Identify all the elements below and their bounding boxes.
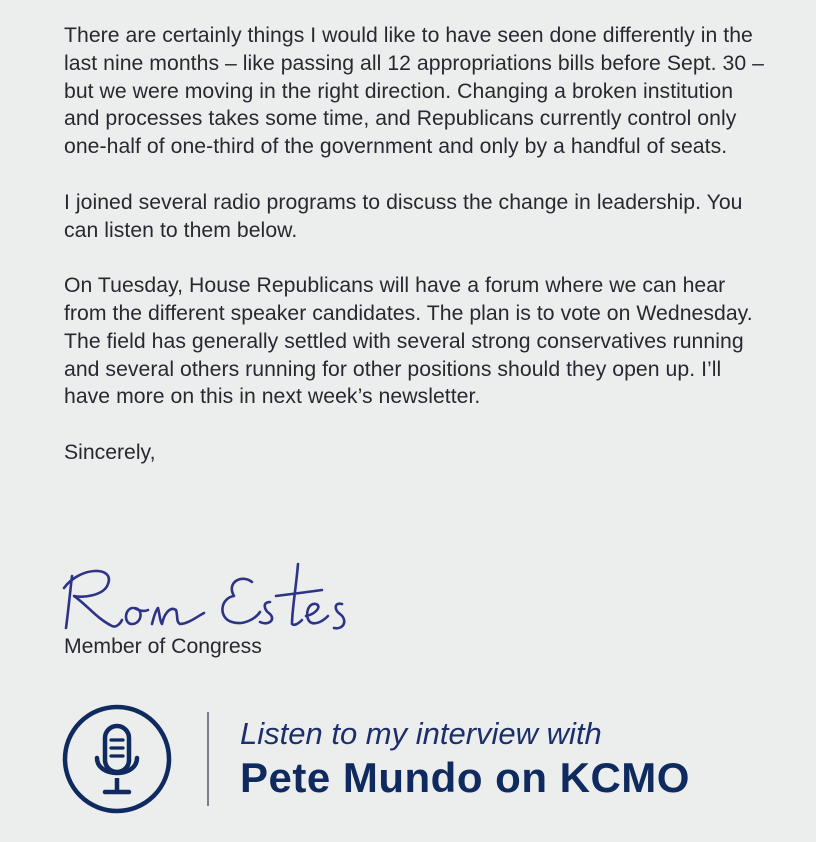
letter-paragraph-2: I joined several radio programs to discuss the change in leadership. You can listen to them below.: [64, 190, 743, 242]
audio-promo-subtitle[interactable]: Listen to my interview with: [240, 716, 602, 751]
audio-promo-title[interactable]: Pete Mundo on KCMO: [240, 754, 690, 801]
newsletter-letter: [64, 22, 764, 467]
interview-audio-link[interactable]: [62, 704, 762, 816]
signer-title: Member of Congress: [64, 635, 262, 658]
letter-paragraph-3: On Tuesday, House Republicans will have a forum where we can hear from the different speaker candidates. The plan is to vote on Wednesday. The field has generally settled with several strong conservatives running and several others running for other positions should they open up. I’ll have more on this in next week’s newsletter.: [64, 274, 753, 409]
letter-paragraph-1: There are certainly things I would like to have seen done differently in the last nine months – like passing all 12 appropriations bills before Sept. 30 – but we were moving in the right direction. Changing a broken institution and processes takes some time, and Republicans currently control only one-half of one-third of the government and only by a handful of seats.: [64, 24, 764, 159]
handwritten-signature: [60, 558, 360, 638]
promo-divider: [207, 712, 209, 806]
letter-closing: Sincerely,: [64, 440, 156, 464]
microphone-icon[interactable]: [62, 704, 172, 814]
